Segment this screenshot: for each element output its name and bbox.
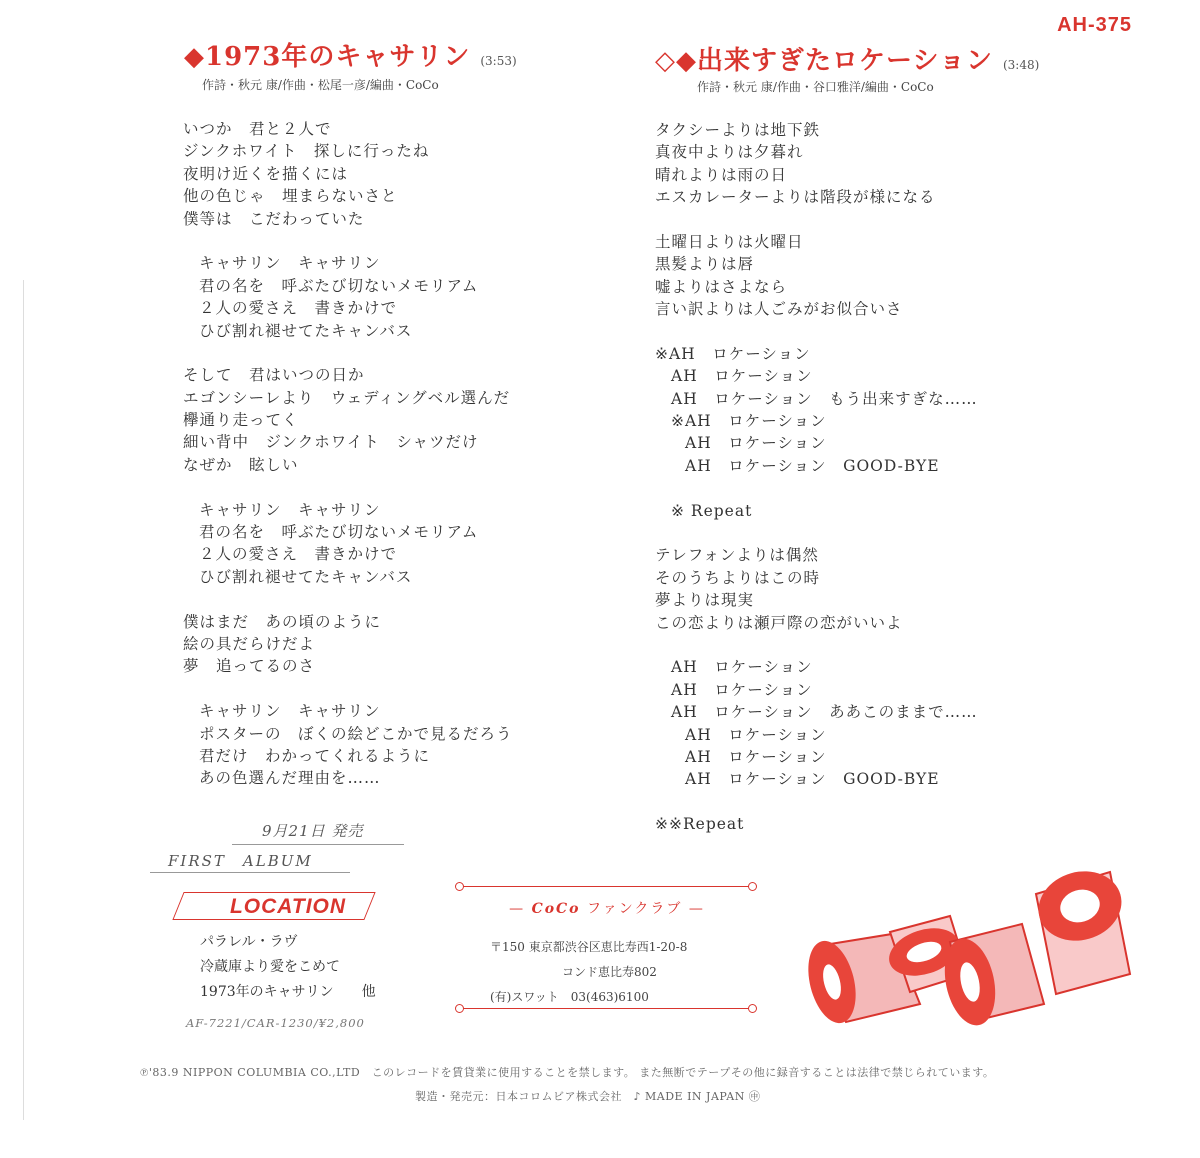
lyric-line: テレフォンよりは偶然 [655, 546, 819, 565]
fanclub-address-line: 〒150 東京都渋谷区恵比寿西1-20-8 [490, 940, 688, 954]
lyric-line: AH ロケーション [685, 725, 827, 744]
lyric-line: 夜明け近くを描くには [183, 164, 349, 183]
lyric-line: 嘘よりはさよなら [655, 277, 788, 296]
lyric-line: AH ロケーション [685, 747, 827, 766]
lyric-line: AH ロケーション ああこのままで…… [671, 703, 978, 722]
first-album-label: FIRST ALBUM [168, 852, 313, 870]
lyric-line: 黒髪よりは唇 [655, 255, 755, 274]
lyric-line: 絵の具だらけだよ [183, 634, 316, 653]
song-a-title-text: ◆1973年のキャサリン [184, 42, 471, 72]
song-a-duration: (3:53) [480, 54, 517, 68]
song-b-title [655, 40, 1039, 77]
song-a-title [184, 36, 517, 73]
lyric-line: ２人の愛さえ 書きかけで [199, 545, 398, 564]
lyric-line: 夢よりは現実 [655, 591, 755, 610]
lyric-line: この恋よりは瀬戸際の恋がいいよ [655, 613, 903, 632]
song-a-credits: 作詩・秋元 康/作曲・松尾一彦/編曲・CoCo [202, 78, 439, 92]
fanclub-name-coco: CoCo [531, 901, 581, 917]
lyric-line: ひび割れ褪せてたキャンバス [199, 321, 413, 340]
lyric-line: 細い背中 ジンクホワイト シャツだけ [183, 433, 479, 452]
lyric-line: 夢 追ってるのさ [183, 657, 316, 676]
lyric-line: 真夜中よりは夕暮れ [655, 143, 804, 162]
stanza-gap [183, 678, 513, 700]
lyric-line: 土曜日よりは火曜日 [655, 232, 804, 251]
lyric-line: そのうちよりはこの時 [655, 568, 821, 587]
logo-o-cylinder-2 [1030, 862, 1130, 994]
lyric-line: エゴンシーレより ウェディングベル選んだ [183, 388, 511, 407]
fanclub-address-line: (有)スワット 03(463)6100 [490, 990, 649, 1004]
song-b-title-text: ◇◆出来すぎたロケーション [655, 46, 993, 76]
lyric-line: いつか 君と２人で [183, 120, 332, 138]
stanza-gap [183, 588, 513, 610]
stanza-gap [655, 209, 978, 231]
fanclub-address-line: コンド恵比寿802 [490, 965, 657, 979]
stanza-gap [655, 634, 978, 656]
fanclub-name-rest: ファンクラブ [580, 901, 683, 917]
song-b-duration: (3:48) [1002, 58, 1040, 72]
album-track: パラレル・ラヴ [200, 934, 298, 950]
stanza-gap [655, 321, 978, 343]
manufacturer-line: 製造・発売元：日本コロムビア株式会社 ♪ MADE IN JAPAN ㊥ [415, 1090, 761, 1103]
lyric-line: なぜか 眩しい [183, 455, 299, 474]
lyric-line: 君だけ わかってくれるように [199, 746, 431, 765]
lyric-line: ポスターの ぼくの絵どこかで見るだろう [199, 724, 513, 743]
fanclub-top-rule [460, 886, 752, 887]
release-date: 9月21日 発売 [262, 822, 364, 840]
lyric-line: AH ロケーション GOOD-BYE [685, 770, 940, 789]
lyric-line: 言い訳よりは人ごみがお似合いさ [655, 300, 903, 319]
lyric-line: 僕等は こだわっていた [183, 209, 365, 228]
song-b-lyrics [655, 119, 978, 836]
first-album-rule [150, 872, 350, 873]
coco-logo-graphic [800, 854, 1140, 1044]
lyric-line: キャサリン キャサリン [199, 500, 381, 519]
lyric-line: ジンクホワイト 探しに行ったね [183, 142, 430, 161]
sleeve-edge [23, 280, 24, 1120]
album-catalog-price: AF-7221/CAR-1230/¥2,800 [186, 1016, 365, 1030]
lyric-line: エスカレーターよりは階段が様になる [655, 188, 936, 207]
lyric-line: ※ Repeat [671, 501, 753, 520]
lyric-line: 君の名を 呼ぶたび切ないメモリアム [199, 523, 479, 542]
lyric-line: AH ロケーション [671, 680, 813, 699]
album-title: LOCATION [229, 895, 347, 918]
lyric-line: AH ロケーション GOOD-BYE [685, 456, 940, 475]
lyric-line: 晴れよりは雨の日 [655, 165, 788, 184]
album-track: 冷蔵庫より愛をこめて [200, 959, 340, 975]
song-a-lyrics [183, 118, 513, 790]
lyric-line: 君の名を 呼ぶたび切ないメモリアム [199, 276, 479, 295]
album-track: 1973年のキャサリン 他 [200, 984, 376, 1000]
lyric-line: AH ロケーション もう出来すぎな…… [671, 389, 978, 408]
fanclub-title: — CoCo ファンクラブ — [509, 901, 705, 917]
release-date-rule [232, 844, 404, 845]
lyric-line: そして 君はいつの日か [183, 366, 365, 385]
lyric-line: キャサリン キャサリン [199, 254, 381, 273]
lyric-line: ※AH ロケーション [655, 344, 811, 363]
stanza-gap [655, 477, 978, 499]
lyric-line: ２人の愛さえ 書きかけで [199, 299, 398, 318]
lyric-line: AH ロケーション [671, 658, 813, 677]
stanza-gap [655, 522, 978, 544]
stanza-gap [183, 476, 513, 498]
lyric-line: あの色選んだ理由を…… [199, 769, 381, 788]
lyric-line: ひび割れ褪せてたキャンバス [199, 567, 413, 586]
fanclub-address [490, 935, 687, 1010]
album-track-list [200, 930, 376, 1005]
lyric-line: ※※Repeat [655, 815, 745, 834]
lyric-line: AH ロケーション [685, 434, 827, 453]
stanza-gap [183, 342, 513, 364]
lyric-line: AH ロケーション [671, 367, 813, 386]
lyric-line: ※AH ロケーション [671, 412, 827, 431]
lyric-line: タクシーよりは地下鉄 [655, 121, 821, 139]
song-b-credits: 作詩・秋元 康/作曲・谷口雅洋/編曲・CoCo [697, 80, 934, 94]
copyright-notice: ℗'83.9 NIPPON COLUMBIA CO.,LTD このレコードを賃貸業に使用することを禁します。 また無断でテープその他に録音することは法律で禁じられています。 [140, 1066, 995, 1079]
fanclub-bottom-rule [460, 1008, 752, 1009]
stanza-gap [183, 230, 513, 252]
catalog-number: AH-375 [1057, 14, 1132, 36]
lyric-line: キャサリン キャサリン [199, 702, 381, 721]
lyric-line: 欅通り走ってく [183, 411, 299, 430]
lyric-line: 他の色じゃ 埋まらないさと [183, 187, 398, 206]
stanza-gap [655, 791, 978, 813]
lyric-line: 僕はまだ あの頃のように [183, 612, 382, 631]
